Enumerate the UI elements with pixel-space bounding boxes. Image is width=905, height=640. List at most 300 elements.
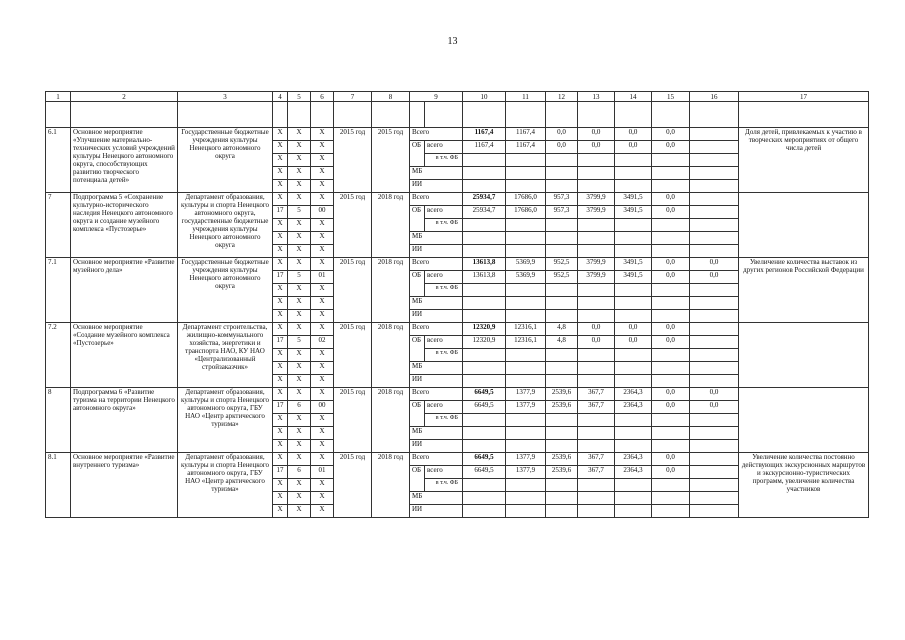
budget-code: Х bbox=[288, 310, 311, 323]
executor: Департамент образования, культуры и спорта Ненецкого автономного округа, государственные бюджетные учреждения культуры Ненецкого автономного округа bbox=[178, 193, 273, 258]
amount-cell bbox=[578, 362, 615, 375]
start-year: 2015 год bbox=[334, 388, 372, 453]
expected-result bbox=[739, 193, 869, 258]
budget-code: Х bbox=[311, 180, 334, 193]
amount-cell bbox=[506, 180, 546, 193]
source-ob-total: всего bbox=[425, 271, 463, 284]
activity-name: Основное мероприятие «Развитие внутреннего туризма» bbox=[71, 453, 178, 518]
source-fb: в т.ч. ФБ bbox=[425, 284, 463, 297]
amount-cell: 0,0 bbox=[652, 466, 690, 479]
budget-code: 5 bbox=[288, 206, 311, 219]
budget-code: Х bbox=[273, 245, 288, 258]
amount-cell: 0,0 bbox=[546, 141, 578, 154]
amount-cell bbox=[690, 180, 739, 193]
amount-cell: 367,7 bbox=[578, 466, 615, 479]
end-year: 2018 год bbox=[372, 453, 410, 518]
amount-cell bbox=[615, 349, 652, 362]
source-total: Всего bbox=[410, 453, 463, 466]
amount-cell bbox=[652, 440, 690, 453]
amount-cell bbox=[463, 414, 506, 427]
amount-cell bbox=[546, 362, 578, 375]
col-header: 11 bbox=[506, 92, 546, 102]
amount-cell bbox=[578, 245, 615, 258]
amount-cell bbox=[463, 167, 506, 180]
empty-cell bbox=[690, 102, 739, 128]
start-year: 2015 год bbox=[334, 323, 372, 388]
executor: Департамент образования, культуры и спорта Ненецкого автономного округа, ГБУ НАО «Центр арктического туризма» bbox=[178, 388, 273, 453]
row-number: 8.1 bbox=[46, 453, 71, 518]
source-mb: МБ bbox=[410, 232, 463, 245]
empty-cell bbox=[506, 102, 546, 128]
amount-cell bbox=[546, 232, 578, 245]
budget-code: Х bbox=[311, 440, 334, 453]
col-header: 17 bbox=[739, 92, 869, 102]
activity-name: Основное мероприятие «Развитие музейного дела» bbox=[71, 258, 178, 323]
budget-code: Х bbox=[273, 479, 288, 492]
col-header: 3 bbox=[178, 92, 273, 102]
executor: Департамент строительства, жилищно-коммунального хозяйства, энергетики и транспорта НАО, КУ НАО «Централизованный стройзаказчик» bbox=[178, 323, 273, 388]
amount-cell bbox=[463, 245, 506, 258]
amount-cell bbox=[463, 297, 506, 310]
amount-cell bbox=[690, 453, 739, 466]
amount-cell: 2539,6 bbox=[546, 401, 578, 414]
amount-cell bbox=[463, 505, 506, 518]
start-year: 2015 год bbox=[334, 193, 372, 258]
budget-code: Х bbox=[288, 388, 311, 401]
start-year: 2015 год bbox=[334, 128, 372, 193]
amount-cell bbox=[615, 414, 652, 427]
end-year: 2018 год bbox=[372, 388, 410, 453]
empty-cell bbox=[178, 102, 273, 128]
amount-cell: 2364,3 bbox=[615, 453, 652, 466]
budget-code: Х bbox=[311, 167, 334, 180]
program-table bbox=[45, 91, 869, 518]
budget-code: Х bbox=[311, 219, 334, 232]
amount-cell: 0,0 bbox=[578, 128, 615, 141]
amount-cell: 1167,4 bbox=[463, 128, 506, 141]
activity-name: Подпрограмма 5 «Сохранение культурно-исторического наследия Ненецкого автономного округа и создание музейного комплекса «Пустозерье» bbox=[71, 193, 178, 258]
budget-code: Х bbox=[273, 154, 288, 167]
amount-cell: 0,0 bbox=[690, 258, 739, 271]
budget-code: Х bbox=[288, 453, 311, 466]
budget-code: Х bbox=[311, 310, 334, 323]
amount-cell bbox=[578, 427, 615, 440]
amount-cell: 3491,5 bbox=[615, 206, 652, 219]
amount-cell bbox=[463, 180, 506, 193]
amount-cell bbox=[546, 180, 578, 193]
source-ii: ИИ bbox=[410, 180, 463, 193]
source-fb: в т.ч. ФБ bbox=[425, 219, 463, 232]
amount-cell bbox=[463, 375, 506, 388]
end-year: 2018 год bbox=[372, 193, 410, 258]
amount-cell bbox=[506, 492, 546, 505]
budget-code: Х bbox=[311, 323, 334, 336]
source-ob-total: всего bbox=[425, 206, 463, 219]
budget-code: Х bbox=[311, 245, 334, 258]
budget-code: Х bbox=[273, 414, 288, 427]
empty-cell bbox=[652, 102, 690, 128]
amount-cell: 12316,1 bbox=[506, 323, 546, 336]
amount-cell: 0,0 bbox=[615, 336, 652, 349]
amount-cell: 0,0 bbox=[652, 193, 690, 206]
amount-cell: 3799,9 bbox=[578, 193, 615, 206]
amount-cell: 25934,7 bbox=[463, 193, 506, 206]
amount-cell: 1377,9 bbox=[506, 388, 546, 401]
amount-cell: 1377,9 bbox=[506, 401, 546, 414]
source-total: Всего bbox=[410, 388, 463, 401]
budget-code: Х bbox=[273, 453, 288, 466]
amount-cell: 0,0 bbox=[652, 336, 690, 349]
amount-cell: 12320,9 bbox=[463, 323, 506, 336]
budget-code: Х bbox=[273, 375, 288, 388]
source-fb: в т.ч. ФБ bbox=[425, 479, 463, 492]
amount-cell bbox=[463, 427, 506, 440]
budget-code: 5 bbox=[288, 336, 311, 349]
col-header: 13 bbox=[578, 92, 615, 102]
budget-code: Х bbox=[273, 284, 288, 297]
amount-cell: 3491,5 bbox=[615, 271, 652, 284]
amount-cell bbox=[690, 232, 739, 245]
amount-cell bbox=[506, 440, 546, 453]
empty-cell bbox=[425, 102, 463, 128]
budget-code: 17 bbox=[273, 466, 288, 479]
amount-cell bbox=[615, 505, 652, 518]
spacer-row bbox=[46, 102, 869, 128]
start-year: 2015 год bbox=[334, 258, 372, 323]
col-header: 1 bbox=[46, 92, 71, 102]
amount-cell: 4,8 bbox=[546, 336, 578, 349]
amount-cell: 0,0 bbox=[652, 128, 690, 141]
amount-cell bbox=[463, 362, 506, 375]
amount-cell bbox=[506, 349, 546, 362]
expected-result bbox=[739, 388, 869, 453]
amount-cell bbox=[690, 349, 739, 362]
amount-cell bbox=[652, 232, 690, 245]
executor: Государственные бюджетные учреждения культуры Ненецкого автономного округа bbox=[178, 128, 273, 193]
col-header: 15 bbox=[652, 92, 690, 102]
col-header: 6 bbox=[311, 92, 334, 102]
amount-cell bbox=[652, 154, 690, 167]
source-total: Всего bbox=[410, 323, 463, 336]
budget-code: Х bbox=[288, 323, 311, 336]
amount-cell: 2539,6 bbox=[546, 388, 578, 401]
amount-cell bbox=[546, 440, 578, 453]
amount-cell bbox=[578, 440, 615, 453]
amount-cell bbox=[546, 167, 578, 180]
amount-cell bbox=[546, 479, 578, 492]
budget-code: 00 bbox=[311, 401, 334, 414]
start-year: 2015 год bbox=[334, 453, 372, 518]
source-ii: ИИ bbox=[410, 440, 463, 453]
empty-cell bbox=[546, 102, 578, 128]
budget-code: Х bbox=[288, 245, 311, 258]
amount-cell bbox=[506, 284, 546, 297]
amount-cell bbox=[578, 310, 615, 323]
amount-cell bbox=[690, 375, 739, 388]
amount-cell bbox=[578, 349, 615, 362]
source-ob-total: всего bbox=[425, 336, 463, 349]
amount-cell: 367,7 bbox=[578, 388, 615, 401]
amount-cell bbox=[690, 440, 739, 453]
amount-cell: 0,0 bbox=[652, 141, 690, 154]
amount-cell: 367,7 bbox=[578, 453, 615, 466]
budget-code: Х bbox=[288, 414, 311, 427]
col-header: 7 bbox=[334, 92, 372, 102]
amount-cell: 0,0 bbox=[652, 388, 690, 401]
budget-code: 02 bbox=[311, 336, 334, 349]
amount-cell bbox=[546, 375, 578, 388]
source-ob-total: всего bbox=[425, 466, 463, 479]
budget-code: Х bbox=[311, 297, 334, 310]
amount-cell bbox=[652, 479, 690, 492]
amount-cell bbox=[615, 284, 652, 297]
col-header: 8 bbox=[372, 92, 410, 102]
amount-cell bbox=[506, 297, 546, 310]
budget-code: Х bbox=[273, 219, 288, 232]
amount-cell: 1377,9 bbox=[506, 453, 546, 466]
row-number: 7.1 bbox=[46, 258, 71, 323]
source-ob: ОБ bbox=[410, 271, 425, 297]
amount-cell bbox=[690, 128, 739, 141]
amount-cell bbox=[615, 245, 652, 258]
amount-cell bbox=[652, 375, 690, 388]
amount-cell bbox=[578, 375, 615, 388]
source-ob: ОБ bbox=[410, 141, 425, 167]
budget-code: Х bbox=[288, 167, 311, 180]
source-total: Всего bbox=[410, 258, 463, 271]
amount-cell bbox=[690, 193, 739, 206]
amount-cell bbox=[690, 297, 739, 310]
budget-code: Х bbox=[288, 440, 311, 453]
budget-code: Х bbox=[273, 349, 288, 362]
amount-cell bbox=[463, 440, 506, 453]
budget-code: Х bbox=[273, 388, 288, 401]
col-header: 2 bbox=[71, 92, 178, 102]
budget-code: Х bbox=[288, 141, 311, 154]
amount-cell bbox=[578, 219, 615, 232]
amount-cell bbox=[546, 349, 578, 362]
amount-cell bbox=[690, 466, 739, 479]
amount-cell: 1167,4 bbox=[506, 128, 546, 141]
amount-cell: 0,0 bbox=[652, 271, 690, 284]
budget-code: Х bbox=[273, 362, 288, 375]
amount-cell bbox=[546, 219, 578, 232]
amount-cell bbox=[652, 245, 690, 258]
table-row bbox=[46, 388, 869, 401]
budget-code: Х bbox=[288, 154, 311, 167]
budget-code: 17 bbox=[273, 401, 288, 414]
amount-cell: 0,0 bbox=[690, 271, 739, 284]
amount-cell bbox=[652, 492, 690, 505]
empty-cell bbox=[334, 102, 372, 128]
budget-code: Х bbox=[288, 193, 311, 206]
amount-cell bbox=[546, 297, 578, 310]
source-ob-total: всего bbox=[425, 401, 463, 414]
amount-cell: 5369,9 bbox=[506, 271, 546, 284]
amount-cell bbox=[578, 414, 615, 427]
amount-cell bbox=[578, 284, 615, 297]
table-row bbox=[46, 258, 869, 271]
budget-code: Х bbox=[288, 492, 311, 505]
source-mb: МБ bbox=[410, 427, 463, 440]
source-total: Всего bbox=[410, 193, 463, 206]
table-row bbox=[46, 128, 869, 141]
amount-cell bbox=[690, 284, 739, 297]
budget-code: 01 bbox=[311, 271, 334, 284]
amount-cell bbox=[690, 167, 739, 180]
budget-code: Х bbox=[288, 219, 311, 232]
amount-cell bbox=[652, 167, 690, 180]
amount-cell bbox=[615, 492, 652, 505]
amount-cell bbox=[652, 219, 690, 232]
executor: Государственные бюджетные учреждения культуры Ненецкого автономного округа bbox=[178, 258, 273, 323]
end-year: 2015 год bbox=[372, 128, 410, 193]
amount-cell bbox=[506, 479, 546, 492]
empty-cell bbox=[311, 102, 334, 128]
amount-cell: 17686,0 bbox=[506, 193, 546, 206]
end-year: 2018 год bbox=[372, 258, 410, 323]
activity-name: Основное мероприятие «Улучшение материально-технических условий учреждений культуры Ненецкого автономного округа, способствующих развитию творческого потенциала детей» bbox=[71, 128, 178, 193]
empty-cell bbox=[739, 102, 869, 128]
source-ob-total: всего bbox=[425, 141, 463, 154]
amount-cell: 4,8 bbox=[546, 323, 578, 336]
amount-cell bbox=[690, 492, 739, 505]
amount-cell bbox=[690, 479, 739, 492]
amount-cell bbox=[506, 427, 546, 440]
budget-code: Х bbox=[273, 492, 288, 505]
budget-code: Х bbox=[288, 427, 311, 440]
amount-cell: 0,0 bbox=[690, 401, 739, 414]
col-header: 5 bbox=[288, 92, 311, 102]
source-total: Всего bbox=[410, 128, 463, 141]
budget-code: Х bbox=[311, 505, 334, 518]
amount-cell bbox=[690, 154, 739, 167]
source-ob: ОБ bbox=[410, 336, 425, 362]
amount-cell bbox=[506, 310, 546, 323]
budget-code: 6 bbox=[288, 401, 311, 414]
amount-cell bbox=[506, 505, 546, 518]
amount-cell: 0,0 bbox=[652, 401, 690, 414]
end-year: 2018 год bbox=[372, 323, 410, 388]
amount-cell bbox=[615, 167, 652, 180]
amount-cell: 6649,5 bbox=[463, 388, 506, 401]
amount-cell: 5369,9 bbox=[506, 258, 546, 271]
budget-code: Х bbox=[273, 427, 288, 440]
amount-cell: 1167,4 bbox=[463, 141, 506, 154]
amount-cell bbox=[506, 154, 546, 167]
budget-code: Х bbox=[288, 297, 311, 310]
budget-code: Х bbox=[288, 362, 311, 375]
empty-cell bbox=[463, 102, 506, 128]
amount-cell: 6649,5 bbox=[463, 466, 506, 479]
amount-cell bbox=[546, 284, 578, 297]
amount-cell: 2364,3 bbox=[615, 401, 652, 414]
amount-cell: 0,0 bbox=[652, 206, 690, 219]
empty-cell bbox=[372, 102, 410, 128]
source-ob: ОБ bbox=[410, 401, 425, 427]
amount-cell: 0,0 bbox=[578, 336, 615, 349]
budget-code: Х bbox=[273, 141, 288, 154]
amount-cell bbox=[615, 180, 652, 193]
col-header: 12 bbox=[546, 92, 578, 102]
amount-cell bbox=[463, 479, 506, 492]
amount-cell bbox=[546, 492, 578, 505]
budget-code: Х bbox=[288, 284, 311, 297]
amount-cell bbox=[652, 180, 690, 193]
amount-cell bbox=[506, 375, 546, 388]
budget-code: Х bbox=[273, 310, 288, 323]
amount-cell bbox=[652, 414, 690, 427]
budget-code: Х bbox=[311, 258, 334, 271]
amount-cell: 3491,5 bbox=[615, 258, 652, 271]
source-fb: в т.ч. ФБ bbox=[425, 154, 463, 167]
amount-cell bbox=[652, 362, 690, 375]
budget-code: Х bbox=[273, 258, 288, 271]
amount-cell bbox=[578, 154, 615, 167]
budget-code: Х bbox=[311, 492, 334, 505]
amount-cell: 0,0 bbox=[615, 128, 652, 141]
amount-cell: 6649,5 bbox=[463, 453, 506, 466]
amount-cell: 3491,5 bbox=[615, 193, 652, 206]
amount-cell: 952,5 bbox=[546, 258, 578, 271]
expected-result: Увеличение количества постоянно действующих экскурсионных маршрутов и экскурсионно-туристических программ, увеличение количества участников bbox=[739, 453, 869, 518]
source-fb: в т.ч. ФБ bbox=[425, 414, 463, 427]
budget-code: Х bbox=[273, 180, 288, 193]
budget-code: 5 bbox=[288, 271, 311, 284]
budget-code: Х bbox=[288, 505, 311, 518]
amount-cell bbox=[578, 479, 615, 492]
amount-cell bbox=[578, 180, 615, 193]
amount-cell: 25934,7 bbox=[463, 206, 506, 219]
amount-cell: 13613,8 bbox=[463, 258, 506, 271]
amount-cell bbox=[463, 219, 506, 232]
budget-code: Х bbox=[273, 505, 288, 518]
budget-code: Х bbox=[311, 349, 334, 362]
budget-code: Х bbox=[311, 154, 334, 167]
empty-cell bbox=[288, 102, 311, 128]
source-mb: МБ bbox=[410, 167, 463, 180]
amount-cell bbox=[546, 427, 578, 440]
activity-name: Основное мероприятие «Создание музейного комплекса «Пустозерье» bbox=[71, 323, 178, 388]
amount-cell: 0,0 bbox=[578, 323, 615, 336]
expected-result: Доля детей, привлекаемых к участию в творческих мероприятиях от общего числа детей bbox=[739, 128, 869, 193]
amount-cell bbox=[578, 232, 615, 245]
amount-cell: 957,3 bbox=[546, 193, 578, 206]
budget-code: Х bbox=[311, 193, 334, 206]
amount-cell bbox=[578, 167, 615, 180]
budget-code: Х bbox=[273, 128, 288, 141]
budget-code: Х bbox=[311, 388, 334, 401]
source-ii: ИИ bbox=[410, 245, 463, 258]
amount-cell bbox=[615, 362, 652, 375]
amount-cell bbox=[578, 297, 615, 310]
amount-cell bbox=[615, 297, 652, 310]
budget-code: Х bbox=[273, 323, 288, 336]
amount-cell bbox=[506, 362, 546, 375]
amount-cell bbox=[690, 141, 739, 154]
amount-cell bbox=[506, 219, 546, 232]
budget-code: Х bbox=[311, 362, 334, 375]
budget-code: Х bbox=[311, 453, 334, 466]
budget-code: Х bbox=[311, 375, 334, 388]
amount-cell bbox=[463, 492, 506, 505]
budget-code: 00 bbox=[311, 206, 334, 219]
source-mb: МБ bbox=[410, 492, 463, 505]
amount-cell: 0,0 bbox=[652, 323, 690, 336]
amount-cell bbox=[615, 219, 652, 232]
col-header: 10 bbox=[463, 92, 506, 102]
amount-cell: 0,0 bbox=[546, 128, 578, 141]
